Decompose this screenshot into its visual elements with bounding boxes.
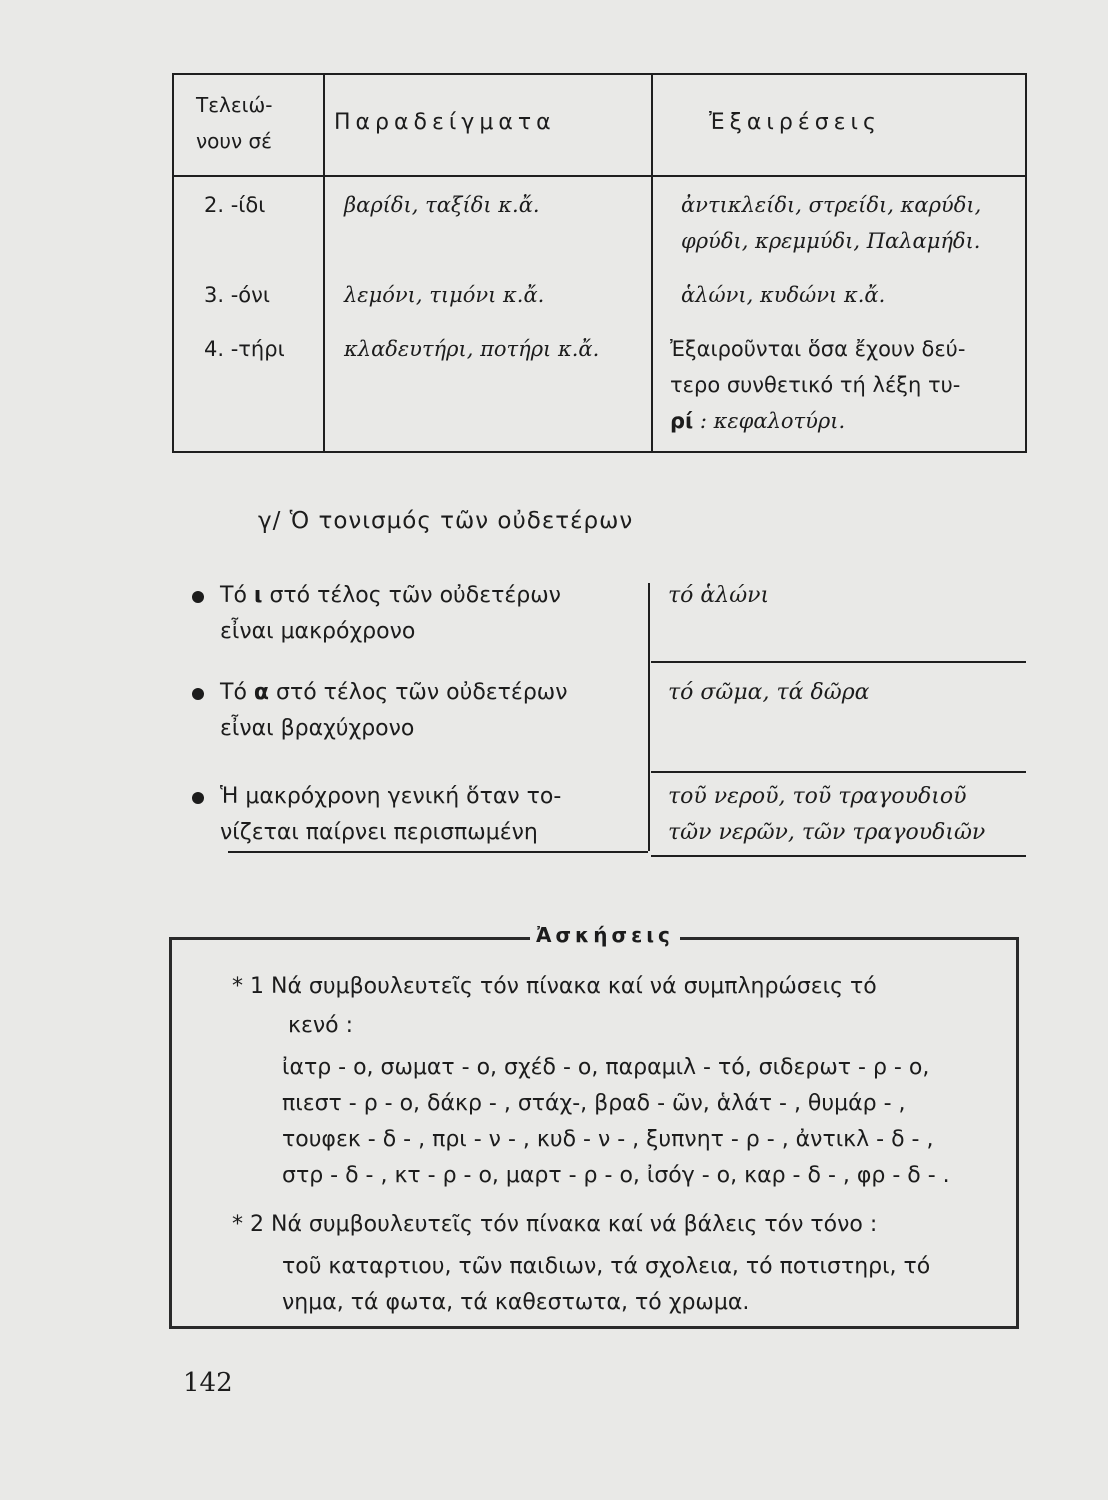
header-endings [196, 87, 316, 159]
row-ending: 3. -όνι [204, 283, 270, 307]
rules-divider [648, 583, 650, 851]
row-exceptions: ἁλώνι, κυδώνι κ.ἄ. [681, 283, 886, 307]
highlighted-letter: ι [253, 583, 263, 608]
exception-example: : κεφαλοτύρι. [693, 409, 846, 433]
exercise-2-item: τοῦ καταρτιου, τῶν παιδιων, τά σχολεια, τό ποτιστηρι, τό [282, 1254, 931, 1279]
exercises-title: Ἀσκήσεις [530, 923, 680, 947]
exercise-2-item: νημα, τά φωτα, τά καθεστωτα, τό χρωμα. [282, 1290, 750, 1315]
rules-row-divider [651, 771, 1026, 773]
exercise-1-item: στρ - δ - , κτ - ρ - ο, μαρτ - ρ - ο, ἰσόγ - ο, καρ - δ - , φρ - δ - . [282, 1163, 950, 1188]
rule-line: Τό α στό τέλος τῶν οὐδετέρων [220, 680, 568, 705]
table-divider [651, 75, 653, 451]
header-endings-line1: Τελειώ- [196, 93, 273, 117]
rule-line: εἶναι μακρόχρονο [220, 619, 416, 644]
exercise-1-prompt: * 1 Νά συμβουλευτεῖς τόν πίνακα καί νά συμπληρώσεις τό [232, 974, 877, 999]
rule-example: τό ἁλώνι [668, 583, 770, 608]
rule-example: τοῦ νεροῦ, τοῦ τραγουδιοῦ [668, 784, 967, 809]
endings-table [172, 73, 1027, 453]
header-examples: Παραδείγματα [334, 110, 556, 135]
bullet-icon [192, 688, 204, 700]
rule-example: τῶν νερῶν, τῶν τραγουδιῶν [668, 820, 986, 845]
rules-underline [228, 851, 648, 853]
section-title: γ/ Ὁ τονισμός τῶν οὐδετέρων [258, 508, 634, 534]
rule-example: τό σῶμα, τά δῶρα [668, 680, 870, 705]
row-ending: 2. -ίδι [204, 193, 266, 217]
rules-row-divider [651, 855, 1026, 857]
row-exceptions: φρύδι, κρεμμύδι, Παλαμήδι. [681, 229, 981, 253]
bullet-icon [192, 792, 204, 804]
row-exceptions: Ἐξαιροῦνται ὅσα ἔχουν δεύ- [670, 337, 966, 361]
table-header-divider [174, 175, 1025, 177]
row-exceptions [670, 403, 845, 439]
row-examples: βαρίδι, ταξίδι κ.ἄ. [344, 193, 540, 217]
page-number: 142 [183, 1368, 233, 1398]
row-exceptions: ἀντικλείδι, στρείδι, καρύδι, [681, 193, 982, 217]
row-exceptions: τερο συνθετικό τή λέξη τυ- [670, 373, 961, 397]
rule-line: εἶναι βραχύχρονο [220, 716, 415, 741]
exercise-2-prompt: * 2 Νά συμβουλευτεῖς τόν πίνακα καί νά βάλεις τόν τόνο : [232, 1212, 878, 1237]
exercise-1-item: ἰατρ - ο, σωματ - ο, σχέδ - ο, παραμιλ - τό, σιδερωτ - ρ - ο, [282, 1055, 930, 1080]
bullet-icon [192, 591, 204, 603]
exercise-1-prompt: κενό : [288, 1013, 354, 1038]
row-examples: κλαδευτήρι, ποτήρι κ.ἄ. [344, 337, 600, 361]
rule-line: Τό ι στό τέλος τῶν οὐδετέρων [220, 583, 561, 608]
rules-row-divider [651, 661, 1026, 663]
header-endings-line2: νουν σέ [196, 129, 272, 153]
rule-line: νίζεται παίρνει περισπωμένη [220, 820, 538, 845]
rule-line: Ἡ μακρόχρονη γενική ὅταν το- [220, 784, 562, 809]
header-exceptions: Ἐξαιρέσεις [709, 110, 881, 135]
exercise-1-item: πιεστ - ρ - ο, δάκρ - , στάχ-, βραδ - ῶν, ἁλάτ - , θυμάρ - , [282, 1091, 906, 1116]
row-examples: λεμόνι, τιμόνι κ.ἄ. [344, 283, 545, 307]
highlighted-word: ρί [670, 409, 694, 433]
highlighted-letter: α [253, 680, 270, 705]
exercise-1-item: τουφεκ - δ - , πρι - ν - , κυδ - ν - , ξυπνητ - ρ - , ἀντικλ - δ - , [282, 1127, 934, 1152]
row-ending: 4. -τήρι [204, 337, 285, 361]
table-divider [323, 75, 325, 451]
